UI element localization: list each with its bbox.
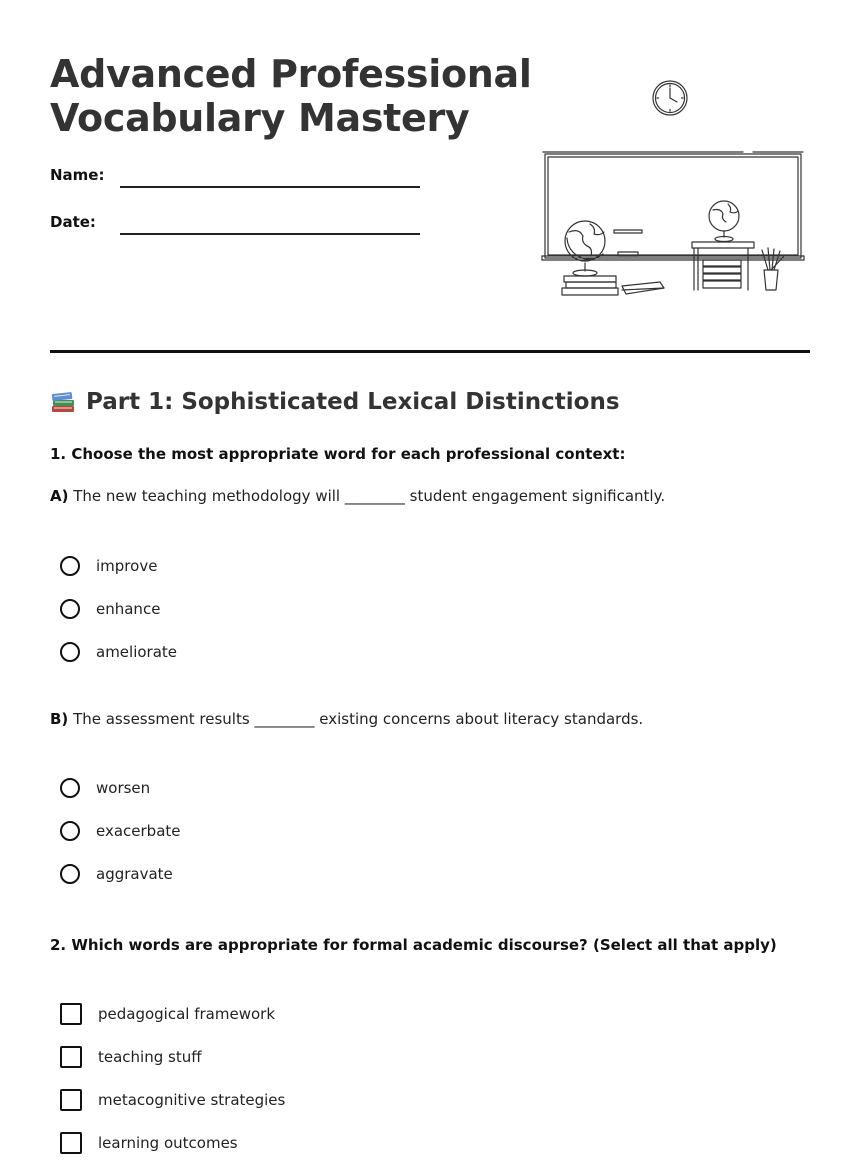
question-1b-after: existing concerns about literacy standards. bbox=[319, 710, 644, 728]
option-label: learning outcomes bbox=[98, 1134, 238, 1152]
option-2-2[interactable] bbox=[60, 1045, 202, 1069]
option-1a-3[interactable] bbox=[60, 640, 177, 664]
question-1a-blank: ________ bbox=[344, 487, 405, 505]
books-stack bbox=[562, 276, 664, 295]
name-label: Name: bbox=[50, 166, 105, 184]
option-label: metacognitive strategies bbox=[98, 1091, 286, 1109]
checkbox[interactable] bbox=[60, 1003, 82, 1025]
radio-button[interactable] bbox=[60, 599, 80, 619]
globe-icon bbox=[565, 221, 605, 276]
checkbox[interactable] bbox=[60, 1089, 82, 1111]
desk-globe-icon bbox=[709, 201, 739, 242]
classroom-illustration bbox=[538, 74, 808, 304]
desk bbox=[692, 242, 754, 290]
radio-button[interactable] bbox=[60, 778, 80, 798]
question-1: 1. Choose the most appropriate word for each professional context: bbox=[50, 445, 626, 463]
option-label: exacerbate bbox=[96, 822, 181, 840]
books-icon bbox=[50, 389, 76, 415]
option-1a-2[interactable] bbox=[60, 597, 160, 621]
option-label: ameliorate bbox=[96, 643, 178, 661]
date-field[interactable] bbox=[120, 233, 420, 235]
option-1b-2[interactable] bbox=[60, 819, 181, 843]
option-label: enhance bbox=[96, 600, 161, 618]
option-2-3[interactable] bbox=[60, 1088, 285, 1112]
option-1b-3[interactable] bbox=[60, 862, 173, 886]
question-1b-before: The assessment results bbox=[73, 710, 250, 728]
question-2: 2. Which words are appropriate for formal academic discourse? (Select all that apply) bbox=[50, 936, 777, 954]
radio-button[interactable] bbox=[60, 556, 80, 576]
part1-title: Part 1: Sophisticated Lexical Distinctions bbox=[86, 389, 620, 415]
date-label: Date: bbox=[50, 213, 96, 231]
checkbox[interactable] bbox=[60, 1046, 82, 1068]
option-1a-1[interactable] bbox=[60, 554, 157, 578]
name-field[interactable] bbox=[120, 186, 420, 188]
question-1b-prompt bbox=[50, 710, 643, 728]
option-label: improve bbox=[96, 557, 158, 575]
worksheet-title bbox=[50, 52, 532, 140]
option-2-4[interactable] bbox=[60, 1131, 238, 1155]
radio-button[interactable] bbox=[60, 821, 80, 841]
checkbox[interactable] bbox=[60, 1132, 82, 1154]
question-1b-label: B) bbox=[50, 710, 69, 728]
option-label: aggravate bbox=[96, 865, 173, 883]
section-divider bbox=[50, 350, 810, 353]
question-1a-label: A) bbox=[50, 487, 69, 505]
question-1b-blank: ________ bbox=[254, 710, 315, 728]
clock-icon bbox=[653, 81, 687, 115]
radio-button[interactable] bbox=[60, 864, 80, 884]
option-2-1[interactable] bbox=[60, 1002, 275, 1026]
title-line-1: Advanced Professional bbox=[50, 52, 532, 96]
question-1a-before: The new teaching methodology will bbox=[73, 487, 341, 505]
option-label: worsen bbox=[96, 779, 151, 797]
option-label: pedagogical framework bbox=[98, 1005, 276, 1023]
question-1a-prompt bbox=[50, 487, 665, 505]
chalkboard bbox=[542, 152, 804, 260]
title-line-2: Vocabulary Mastery bbox=[50, 96, 470, 140]
pencil-cup-icon bbox=[762, 248, 784, 290]
option-label: teaching stuff bbox=[98, 1048, 202, 1066]
question-1a-after: student engagement significantly. bbox=[409, 487, 666, 505]
radio-button[interactable] bbox=[60, 642, 80, 662]
option-1b-1[interactable] bbox=[60, 776, 150, 800]
part1-heading bbox=[50, 389, 620, 415]
